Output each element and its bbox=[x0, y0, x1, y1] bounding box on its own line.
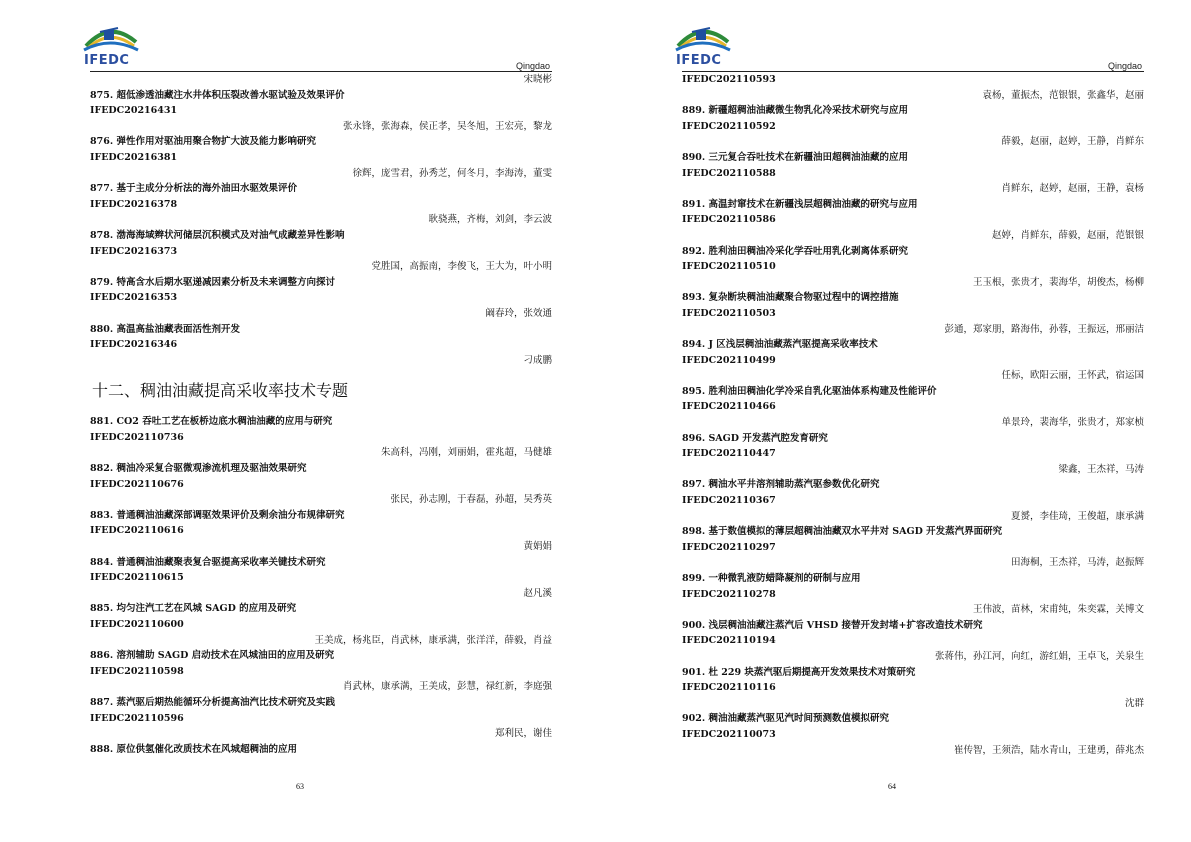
paper-authors: 党胜国，高振南，李俊飞，王大为，叶小明 bbox=[371, 261, 552, 273]
paper-id: IFEDC202110510 bbox=[682, 261, 776, 273]
paper-title: 893. 复杂断块稠油油藏聚合物驱过程中的调控措施 bbox=[682, 292, 899, 304]
paper-authors: 崔传智，王须浩，陆水青山，王建勇，薛兆杰 bbox=[953, 744, 1144, 756]
paper-title: 883. 普通稠油油藏深部调驱效果评价及剩余油分布规律研究 bbox=[90, 509, 345, 521]
paper-authors: 张永锋，张海森，侯正孝，吴冬旭，王宏亮，黎龙 bbox=[342, 120, 552, 132]
paper-authors: 张民，孙志刚，于春磊，孙超，吴秀英 bbox=[390, 494, 552, 506]
paper-authors: 袁杨，董振杰，范银银，张鑫华，赵丽 bbox=[982, 89, 1144, 101]
header-city: Qingdao bbox=[515, 61, 550, 71]
paper-title: 875. 超低渗透油藏注水井体积压裂改善水驱试验及效果评价 bbox=[90, 89, 345, 101]
paper-title: 899. 一种微乳液防蜡降凝剂的研制与应用 bbox=[682, 573, 861, 584]
paper-authors: 肖鲜东，赵婷，赵丽，王静，袁杨 bbox=[1001, 183, 1144, 195]
paper-title: 878. 渤海海域辫状河储层沉积模式及对油气成藏差异性影响 bbox=[90, 229, 345, 241]
page-number: 63 bbox=[296, 782, 304, 791]
paper-id: IFEDC202110616 bbox=[90, 525, 184, 537]
paper-id: IFEDC202110586 bbox=[682, 214, 776, 226]
paper-title: 896. SAGD 开发蒸汽腔发育研究 bbox=[682, 432, 828, 444]
paper-authors: 朱高科，冯刚，刘丽娟，霍兆超，马健雄 bbox=[380, 447, 552, 459]
paper-authors: 张蒋伟，孙江河，向红，游红娟，王卓飞，关泉生 bbox=[934, 650, 1144, 662]
right-page-content bbox=[682, 72, 1144, 758]
paper-title: 900. 浅层稠油油藏注蒸汽后 VHSD 接替开发封堵+扩容改造技术研究 bbox=[682, 619, 983, 631]
paper-id: IFEDC202110600 bbox=[90, 619, 184, 630]
paper-authors: 王美成，杨兆臣，肖武林，康承满，张洋洋，薛毅，肖益 bbox=[314, 634, 552, 646]
paper-authors: 肖武林，康承满，王美成，彭慧，禄红新，李庭强 bbox=[342, 681, 552, 693]
paper-authors: 梁鑫，王杰祥，马涛 bbox=[1058, 463, 1144, 475]
paper-id: IFEDC20216431 bbox=[90, 105, 178, 117]
paper-authors: 刁成鹏 bbox=[523, 354, 552, 366]
paper-title: 889. 新疆超稠油油藏微生物乳化冷采技术研究与应用 bbox=[682, 105, 908, 117]
logo-emblem-icon bbox=[670, 20, 734, 54]
paper-id: IFEDC202110588 bbox=[682, 167, 776, 179]
paper-title: 884. 普通稠油油藏聚表复合驱提高采收率关键技术研究 bbox=[90, 556, 326, 568]
paper-title: 876. 弹性作用对驱油用聚合物扩大波及能力影响研究 bbox=[90, 136, 316, 148]
paper-authors: 黄娟娟 bbox=[523, 541, 552, 553]
paper-id: IFEDC202110736 bbox=[90, 431, 184, 443]
ifedc-logo bbox=[78, 20, 142, 70]
paper-title: 890. 三元复合吞吐技术在新疆油田超稠油油藏的应用 bbox=[682, 151, 908, 163]
paper-id: IFEDC202110499 bbox=[682, 354, 776, 366]
paper-id: IFEDC202110278 bbox=[682, 588, 776, 600]
paper-id: IFEDC202110297 bbox=[682, 541, 776, 553]
paper-authors: 单景玲，裴海华，张贵才，郑家桢 bbox=[1001, 417, 1144, 429]
paper-authors: 任标，欧阳云丽，王怀武，宿运国 bbox=[1001, 370, 1144, 382]
paper-title: 902. 稠油油藏蒸汽驱见汽时间预测数值模拟研究 bbox=[682, 713, 889, 725]
paper-authors: 徐辉，庞雪君，孙秀芝，何冬月，李海涛，董雯 bbox=[352, 167, 552, 179]
section-title: 十二、稠油油藏提高采收率技术专题 bbox=[92, 381, 349, 401]
paper-id: IFEDC202110447 bbox=[682, 448, 776, 460]
paper-id: IFEDC20216346 bbox=[90, 339, 178, 351]
header-city: Qingdao bbox=[1107, 61, 1142, 71]
paper-title: 887. 蒸汽驱后期热能循环分析提高油汽比技术研究及实践 bbox=[90, 696, 335, 708]
paper-title: 901. 杜 229 块蒸汽驱后期提高开发效果技术对策研究 bbox=[682, 666, 916, 678]
paper-id: IFEDC20216378 bbox=[90, 198, 178, 210]
paper-title: 880. 高温高盐油藏表面活性剂开发 bbox=[90, 323, 240, 335]
paper-title: 892. 胜利油田稠油冷采化学吞吐用乳化剥离体系研究 bbox=[682, 245, 908, 257]
logo-text: IFEDC bbox=[676, 53, 722, 68]
left-page-content bbox=[90, 72, 552, 757]
paper-title: 888. 原位供氢催化改质技术在风城超稠油的应用 bbox=[90, 743, 297, 755]
paper-id: IFEDC202110503 bbox=[682, 307, 776, 319]
paper-authors: 彭通，郑家朋，路海伟，孙蓉，王振远，邢丽洁 bbox=[944, 323, 1144, 335]
ifedc-logo bbox=[670, 20, 734, 70]
paper-id: IFEDC20216353 bbox=[90, 292, 178, 304]
paper-title: 877. 基于主成分分析法的海外油田水驱效果评价 bbox=[90, 183, 297, 195]
paper-title: 891. 高温封窜技术在新疆浅层超稠油油藏的研究与应用 bbox=[682, 198, 918, 210]
paper-id: IFEDC202110676 bbox=[90, 478, 184, 490]
page-right bbox=[612, 0, 1172, 842]
paper-id: IFEDC202110598 bbox=[90, 665, 184, 677]
paper-authors: 王伟波，苗林，宋甫纯，朱奕霖，关博文 bbox=[972, 604, 1144, 616]
paper-authors: 赵凡溪 bbox=[523, 587, 552, 599]
paper-authors: 宋晓彬 bbox=[523, 74, 552, 85]
paper-id: IFEDC202110367 bbox=[682, 495, 776, 507]
paper-authors: 耿骁燕，齐梅，刘剑，李云波 bbox=[428, 214, 552, 226]
paper-authors: 夏赟，李佳琦，王俊超，康承满 bbox=[1010, 510, 1144, 522]
paper-id: IFEDC202110116 bbox=[682, 682, 776, 694]
paper-authors: 阚春玲，张效通 bbox=[485, 307, 552, 319]
paper-id: IFEDC202110073 bbox=[682, 728, 776, 740]
paper-id: IFEDC202110615 bbox=[90, 572, 184, 584]
logo-text: IFEDC bbox=[84, 53, 130, 68]
paper-title: 886. 溶剂辅助 SAGD 启动技术在风城油田的应用及研究 bbox=[90, 650, 335, 662]
paper-authors: 田海桐，王杰祥，马涛，赵振辉 bbox=[1010, 557, 1144, 569]
paper-id: IFEDC202110194 bbox=[682, 635, 776, 647]
paper-authors: 沈群 bbox=[1124, 697, 1144, 709]
page-number: 64 bbox=[888, 782, 896, 791]
paper-title: 898. 基于数值模拟的薄层超稠油油藏双水平井对 SAGD 开发蒸汽界面研究 bbox=[682, 526, 1003, 538]
paper-id: IFEDC20216381 bbox=[90, 151, 178, 163]
paper-title: 885. 均匀注汽工艺在风城 SAGD 的应用及研究 bbox=[90, 603, 297, 615]
paper-title: 881. CO2 吞吐工艺在板桥边底水稠油油藏的应用与研究 bbox=[90, 416, 333, 428]
paper-authors: 郑利民，谢佳 bbox=[494, 728, 552, 740]
logo-emblem-icon bbox=[78, 20, 142, 54]
paper-id: IFEDC202110593 bbox=[682, 74, 776, 85]
paper-title: 895. 胜利油田稠油化学冷采自乳化驱油体系构建及性能评价 bbox=[682, 385, 937, 397]
page-left bbox=[20, 0, 580, 842]
paper-title: 879. 特高含水后期水驱递减因素分析及未来调整方向探讨 bbox=[90, 276, 335, 288]
paper-id: IFEDC20216373 bbox=[90, 245, 178, 257]
paper-id: IFEDC202110466 bbox=[682, 401, 776, 413]
paper-authors: 王玉根，张贵才，裴海华，胡俊杰，杨柳 bbox=[972, 276, 1144, 288]
paper-id: IFEDC202110596 bbox=[90, 712, 184, 724]
paper-title: 882. 稠油冷采复合驱微观渗流机理及驱油效果研究 bbox=[90, 463, 307, 475]
paper-title: 894. J 区浅层稠油油藏蒸汽驱提高采收率技术 bbox=[682, 339, 878, 351]
paper-title: 897. 稠油水平井溶剂辅助蒸汽驱参数优化研究 bbox=[682, 479, 880, 491]
paper-authors: 薛毅，赵丽，赵婷，王静，肖鲜东 bbox=[1001, 136, 1144, 148]
paper-authors: 赵婷，肖鲜东，薛毅，赵丽，范银银 bbox=[991, 229, 1144, 241]
paper-id: IFEDC202110592 bbox=[682, 120, 776, 132]
